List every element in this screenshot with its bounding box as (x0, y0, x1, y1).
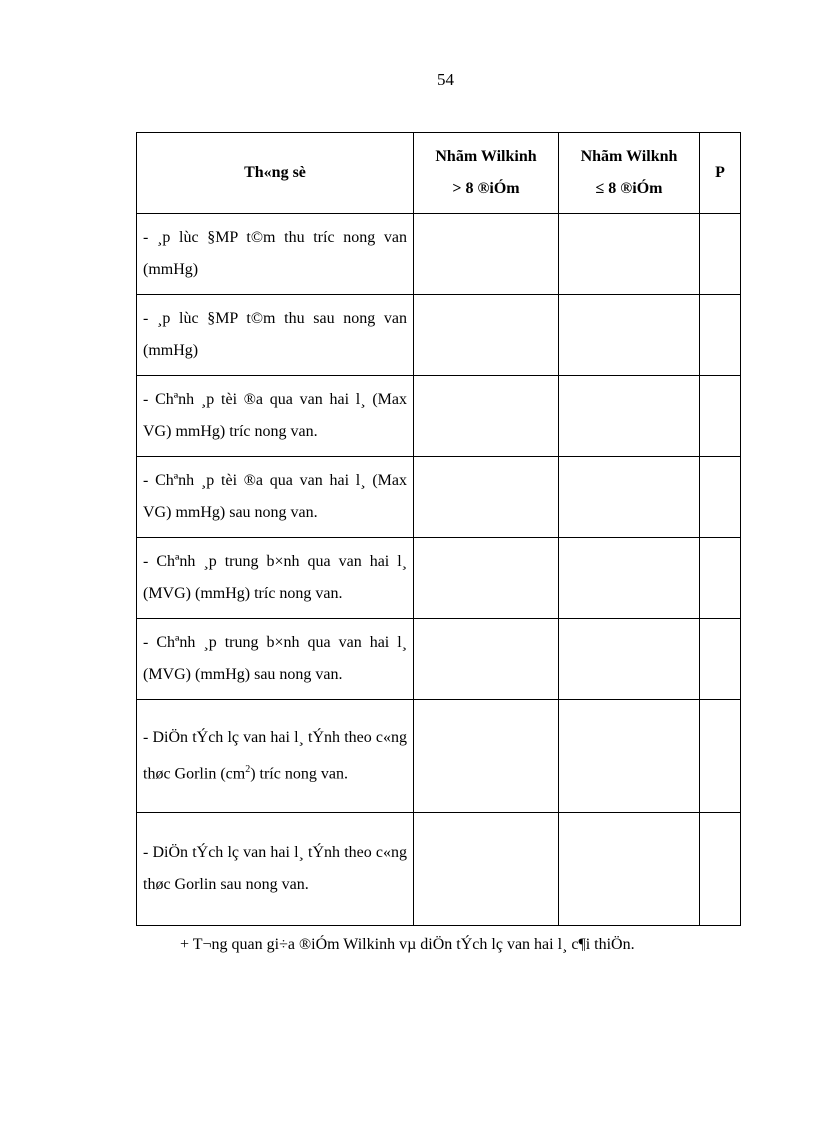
header-group-high (414, 133, 559, 214)
header-parameter: Th«ng sè (137, 133, 414, 214)
cell-group-low (559, 295, 700, 376)
cell-group-high (414, 619, 559, 700)
table-header-row (137, 133, 741, 214)
table-row (137, 619, 741, 700)
cell-group-high (414, 295, 559, 376)
data-table (136, 132, 741, 926)
cell-group-low (559, 619, 700, 700)
row-label: - Chªnh ¸p trung b×nh qua van hai l¸ (MVG) (mmHg) tríc nong van. (137, 538, 414, 619)
cell-group-high (414, 538, 559, 619)
row-label-text-end: ) tríc nong van. (250, 765, 348, 783)
row-label: - ¸p lùc §MP t©m thu sau nong van (mmHg) (137, 295, 414, 376)
row-label (137, 700, 414, 813)
header-group-high-criterion: > 8 ®iÓm (452, 180, 520, 197)
row-label: - Chªnh ¸p trung b×nh qua van hai l¸ (MVG) (mmHg) sau nong van. (137, 619, 414, 700)
table-row (137, 295, 741, 376)
header-group-low-name: Nhãm Wilknh (580, 148, 678, 165)
table-row (137, 457, 741, 538)
table-row (137, 700, 741, 813)
table-row (137, 538, 741, 619)
table-row (137, 376, 741, 457)
header-p-value: P (700, 133, 741, 214)
table-row (137, 813, 741, 926)
cell-group-high (414, 214, 559, 295)
row-label: - ¸p lùc §MP t©m thu tríc nong van (mmHg) (137, 214, 414, 295)
cell-p-value (700, 295, 741, 376)
cell-p-value (700, 813, 741, 926)
cell-group-high (414, 457, 559, 538)
row-label: - DiÖn tÝch lç van hai l¸ tÝnh theo c«ng thøc Gorlin sau nong van. (137, 813, 414, 926)
cell-p-value (700, 538, 741, 619)
cell-group-low (559, 538, 700, 619)
cell-group-high (414, 700, 559, 813)
header-group-low-criterion: ≤ 8 ®iÓm (595, 180, 663, 197)
cell-group-low (559, 813, 700, 926)
page-number: 54 (437, 70, 454, 89)
cell-group-high (414, 813, 559, 926)
header-group-high-name: Nhãm Wilkinh (435, 148, 537, 165)
row-label: - Chªnh ¸p tèi ®a qua van hai l¸ (Max VG) mmHg) tríc nong van. (137, 376, 414, 457)
row-label-text: - DiÖn tÝch lç van hai l¸ tÝnh theo c«ng thøc Gorlin (cm (143, 728, 407, 783)
row-label-superscript: 2 (245, 763, 251, 775)
row-label: - Chªnh ¸p tèi ®a qua van hai l¸ (Max VG) mmHg) sau nong van. (137, 457, 414, 538)
cell-p-value (700, 376, 741, 457)
cell-p-value (700, 457, 741, 538)
cell-p-value (700, 700, 741, 813)
cell-group-low (559, 457, 700, 538)
table-row (137, 214, 741, 295)
cell-p-value (700, 214, 741, 295)
cell-group-low (559, 214, 700, 295)
cell-group-high (414, 376, 559, 457)
header-group-low (559, 133, 700, 214)
cell-p-value (700, 619, 741, 700)
cell-group-low (559, 700, 700, 813)
footnote: + T¬ng quan gi÷a ®iÓm Wilkinh vµ diÖn tÝch lç van hai l¸ c¶i thiÖn. (180, 936, 635, 953)
cell-group-low (559, 376, 700, 457)
